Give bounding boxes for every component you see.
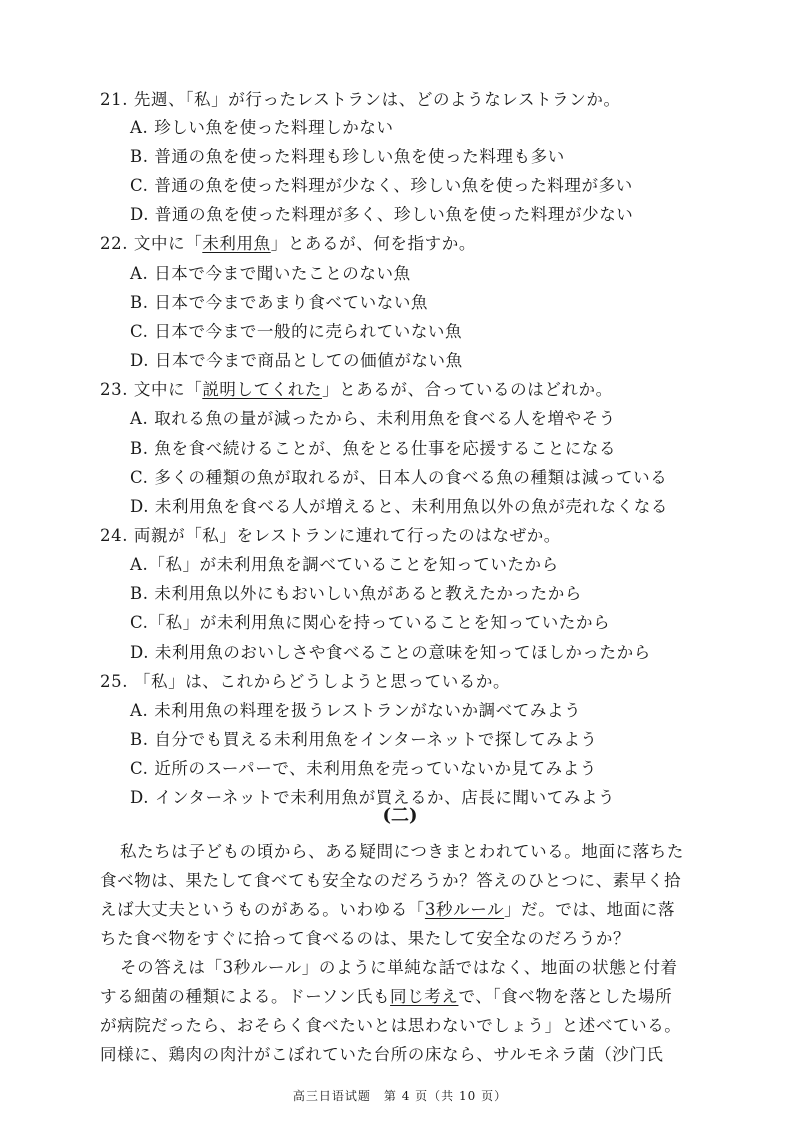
question-text: 「私」は、これからどうしようと思っているか。: [133, 672, 511, 691]
question-24: [100, 526, 561, 546]
question-text-pre: 文中に「: [133, 380, 203, 399]
option-25-a: A. 未利用魚の料理を扱うレストランがないか調べてみよう: [130, 701, 582, 720]
question-23: [100, 380, 613, 400]
question-text-post: 」とあるが、合っているのはどれか。: [322, 380, 613, 399]
option-21-d: D. 普通の魚を使った料理が多く、珍しい魚を使った料理が少ない: [130, 205, 634, 224]
section-title: (二): [382, 805, 418, 826]
underlined-term: 説明してくれた: [202, 380, 323, 399]
passage-line: [100, 987, 672, 1007]
question-text: 両親が「私」をレストランに連れて行ったのはなぜか。: [133, 526, 561, 545]
option-21-a: A. 珍しい魚を使った料理しかない: [130, 118, 394, 137]
passage-text: 」だ。では、地面に落: [504, 900, 676, 919]
passage-line: 私たちは子どもの頃から、ある疑問につきまとわれている。地面に落ちた: [120, 842, 684, 861]
underlined-term: 同じ考え: [390, 987, 459, 1006]
passage-line: 同様に、鶏肉の肉汁がこぼれていた台所の床なら、サルモネラ菌（沙门氏: [100, 1045, 664, 1064]
option-22-a: A. 日本で今まで聞いたことのない魚: [130, 264, 411, 283]
question-25: [100, 672, 510, 692]
question-number: 21.: [100, 90, 129, 109]
underlined-term: 3秒ルール: [424, 900, 505, 919]
passage-text: で、「食べ物を落とした場所: [458, 987, 673, 1006]
question-number: 24.: [100, 526, 129, 545]
question-21: [100, 90, 621, 110]
passage-line: が病院だったら、おそらく食べたいとは思わないでしょう」と述べている。: [100, 1016, 682, 1035]
question-number: 25.: [100, 672, 129, 691]
option-22-c: C. 日本で今まで一般的に売られていない魚: [130, 322, 463, 341]
passage-text: する細菌の種類による。ドーソン氏も: [100, 987, 391, 1006]
passage-text: えば大丈夫というものがある。いわゆる「: [100, 900, 425, 919]
question-text-post: 」とあるが、何を指すか。: [270, 234, 476, 253]
underlined-term: 未利用魚: [202, 234, 271, 253]
option-24-c: C.「私」が未利用魚に関心を持っていることを知っていたから: [130, 613, 611, 632]
option-21-b: B. 普通の魚を使った料理も珍しい魚を使った料理も多い: [130, 147, 565, 166]
option-21-c: C. 普通の魚を使った料理が少なく、珍しい魚を使った料理が多い: [130, 176, 633, 195]
question-number: 23.: [100, 380, 129, 399]
question-text: 先週、「私」が行ったレストランは、どのようなレストランか。: [133, 90, 621, 109]
option-25-d: D. インターネットで未利用魚が買えるか、店長に聞いてみよう: [130, 788, 616, 807]
passage-line: ちた食べ物をすぐに拾って食べるのは、果たして安全なのだろうか？: [100, 929, 631, 948]
option-25-b: B. 自分でも買える未利用魚をインターネットで探してみよう: [130, 730, 598, 749]
option-23-a: A. 取れる魚の量が減ったから、未利用魚を食べる人を増やそう: [130, 409, 616, 428]
option-24-b: B. 未利用魚以外にもおいしい魚があると教えたかったから: [130, 584, 582, 603]
question-22: [100, 234, 476, 254]
option-23-d: D. 未利用魚を食べる人が増えると、未利用魚以外の魚が売れなくなる: [130, 497, 668, 516]
option-24-d: D. 未利用魚のおいしさや食べることの意味を知ってほしかったから: [130, 643, 651, 662]
option-23-c: C. 多くの種類の魚が取れるが、日本人の食べる魚の種類は減っている: [130, 468, 668, 487]
option-24-a: A.「私」が未利用魚を調べていることを知っていたから: [130, 555, 559, 574]
passage-line: [100, 900, 675, 920]
option-23-b: B. 魚を食べ続けることが、魚をとる仕事を応援することになる: [130, 439, 617, 458]
passage-line: その答えは「3秒ルール」のように単純な話ではなく、地面の状態と付着: [120, 958, 678, 977]
page-footer: 高三日语试题 第 4 页（共 10 页）: [292, 1089, 508, 1103]
question-text-pre: 文中に「: [133, 234, 203, 253]
question-number: 22.: [100, 234, 129, 253]
option-22-d: D. 日本で今まで商品としての価値がない魚: [130, 351, 463, 370]
option-22-b: B. 日本で今まであまり食べていない魚: [130, 293, 429, 312]
option-25-c: C. 近所のスーパーで、未利用魚を売っていないか見てみよう: [130, 759, 597, 778]
passage-line: 食べ物は、果たして食べても安全なのだろうか？答えのひとつに、素早く拾: [100, 871, 682, 890]
